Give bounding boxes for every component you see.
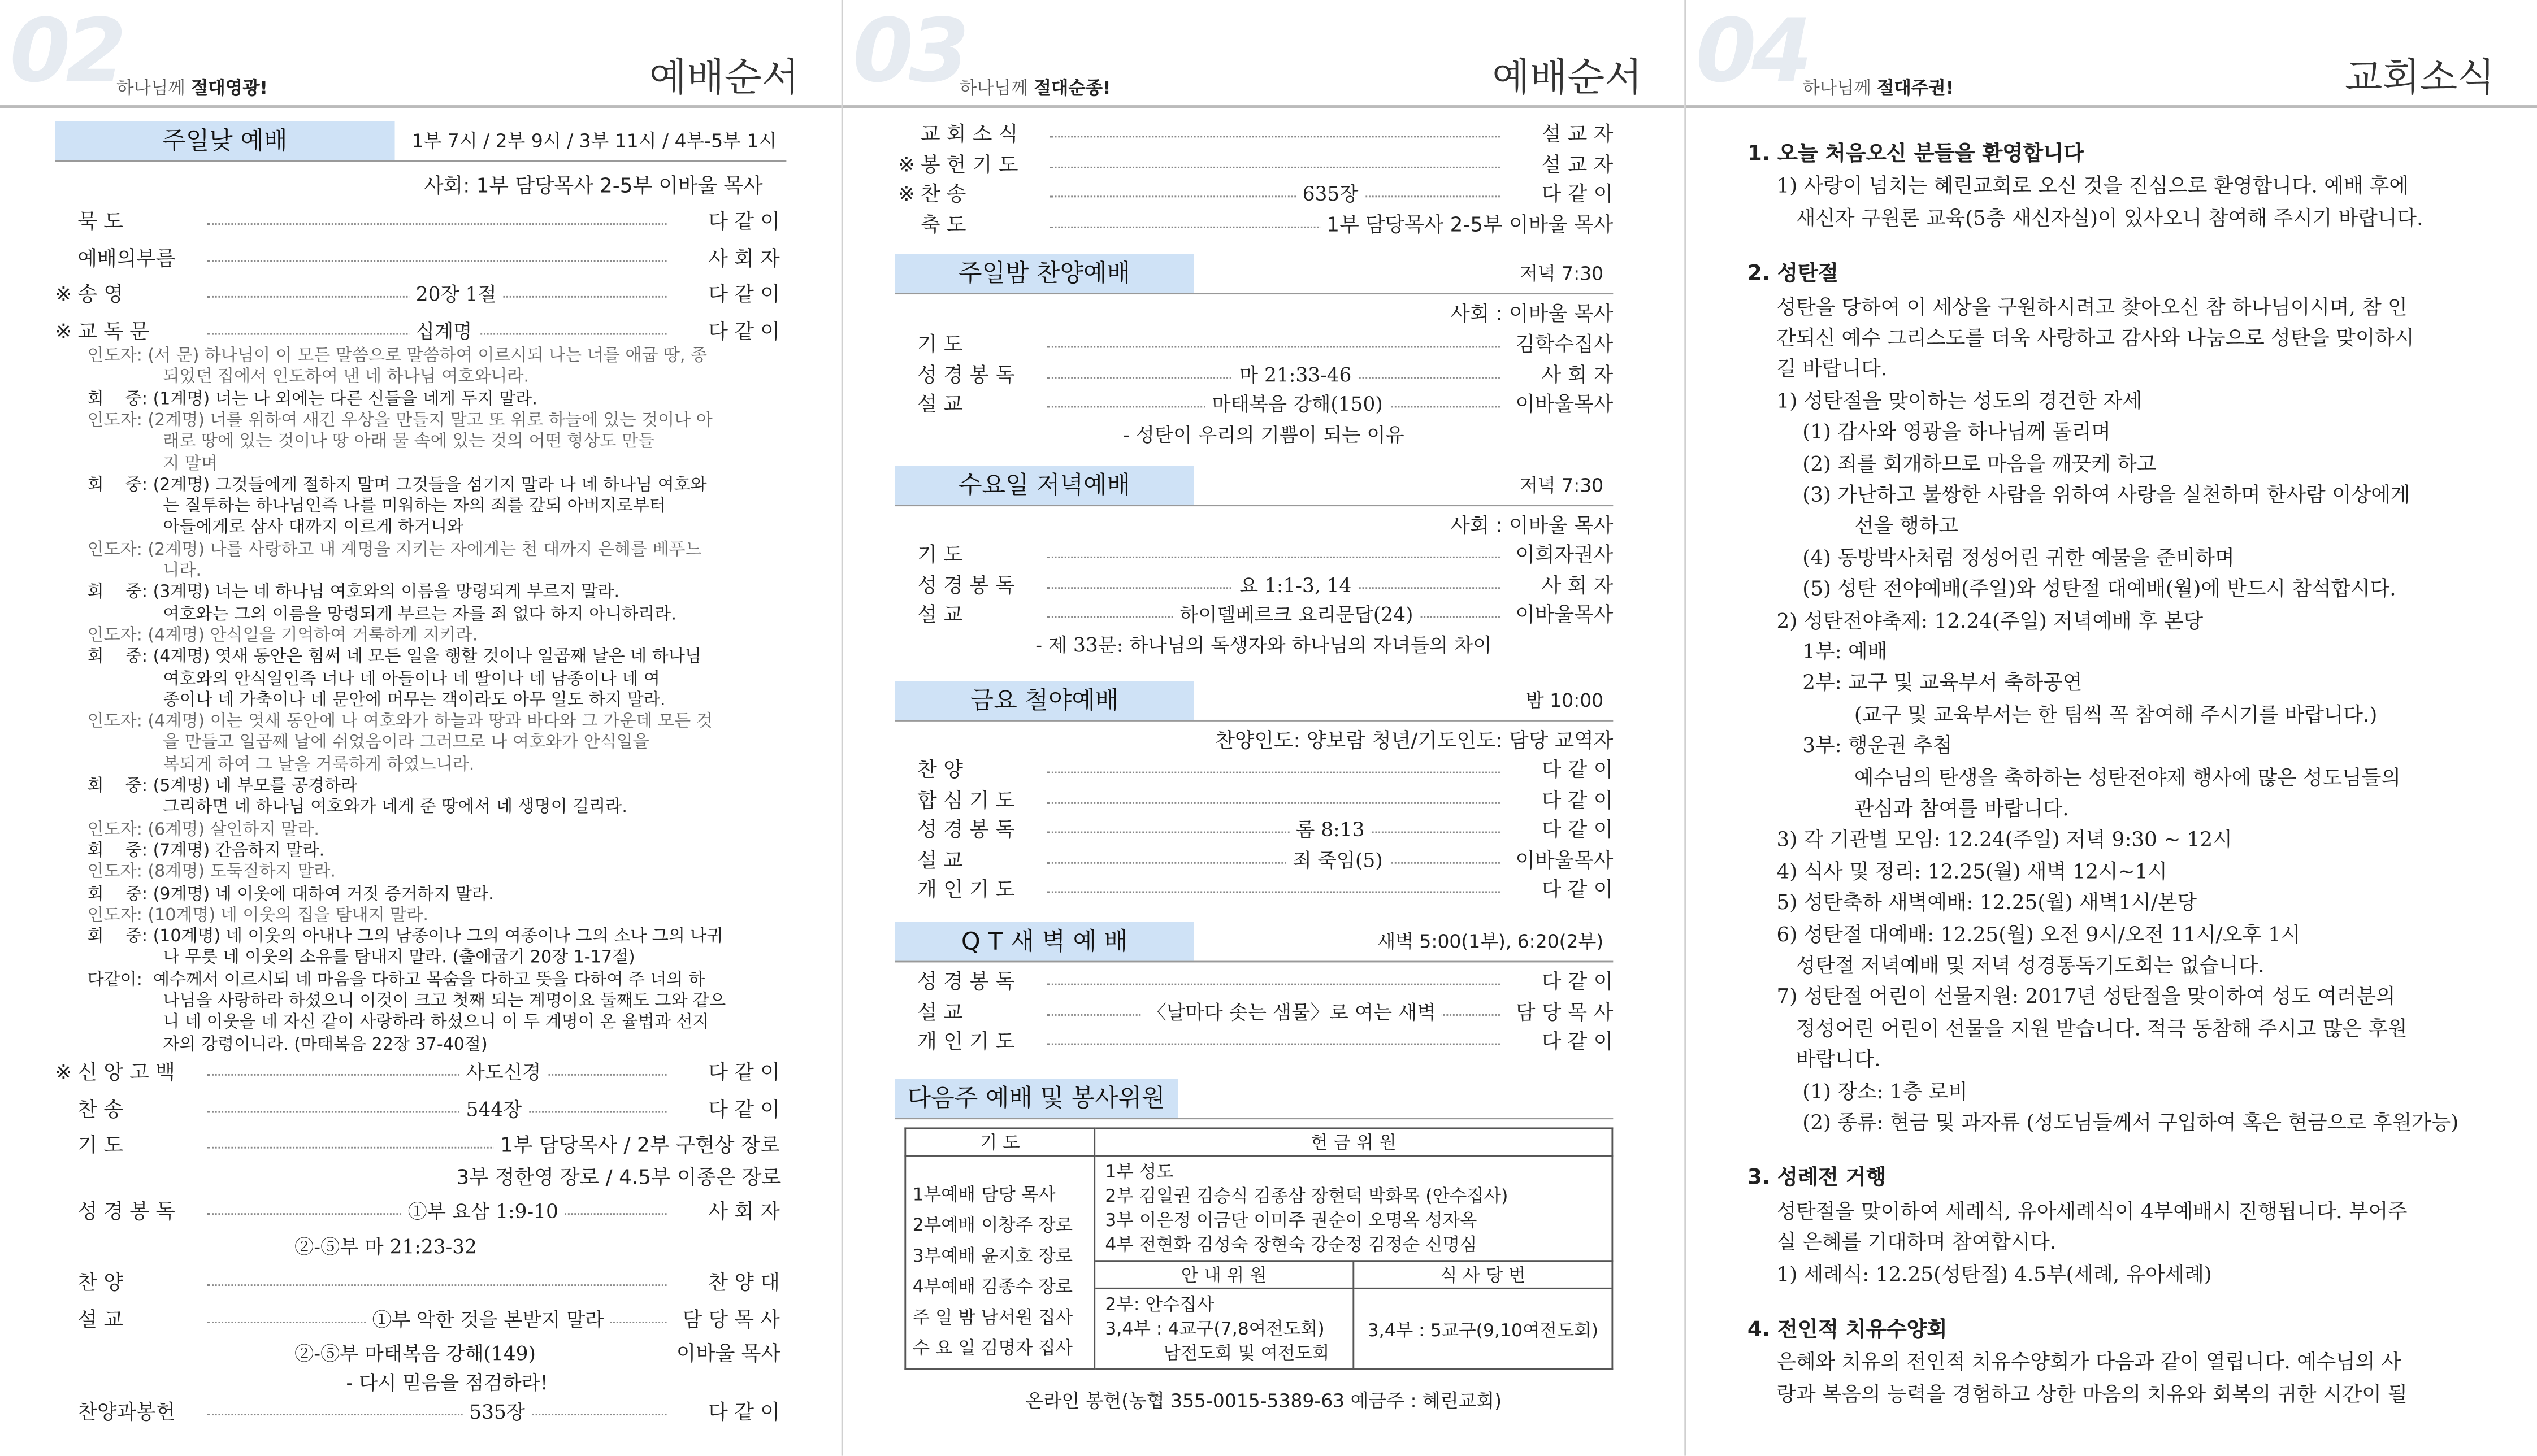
section-title: 주일밤 찬양예배 — [895, 254, 1194, 293]
order-row — [917, 600, 1613, 629]
text-line: 4) 식사 및 정리: 12.25(월) 새벽 12시~1시 — [1776, 858, 2167, 883]
order-leader: 설 교 자 — [1535, 120, 1613, 149]
prayer-assignment: 1부예배 담당 목사 — [912, 1184, 1056, 1205]
text-line: 인도자: (4계명) 이는 엿새 동안에 나 여호와가 하늘과 땅과 바다와 그 가운데 모든 것 — [87, 711, 713, 732]
table-header-offering: 헌 금 위 원 — [1095, 1128, 1612, 1156]
order-detail: ①부 악한 것을 본받지 말라 — [366, 1305, 610, 1334]
order-row — [77, 1268, 779, 1298]
text-line: 사회 : 이바울 목사 — [1450, 301, 1614, 325]
order-label: 합 심 기 도 — [917, 786, 1015, 811]
order-leader: 담 당 목 사 — [1509, 997, 1613, 1027]
order-row — [917, 785, 1613, 815]
order-detail: 635장 — [1296, 180, 1365, 209]
prayer-assignment: 4부예배 김종수 장로 — [912, 1276, 1073, 1298]
text-line: 그리하면 네 하나님 여호와가 네게 준 땅에서 네 생명이 길리라. — [87, 798, 627, 818]
order-leader: 1부 담당목사 2-5부 이바울 목사 — [1320, 210, 1613, 239]
text-line: 길 바랍니다. — [1776, 356, 1888, 381]
text-line: 회 중: (7계명) 간음하지 말라. — [87, 841, 325, 860]
text-line: 인도자: (8계명) 도둑질하지 말라. — [87, 862, 336, 882]
volunteer-table — [904, 1127, 1613, 1370]
text-line: 회 중: (2계명) 그것들에게 절하지 말며 그것들을 섬기지 말라 나 네 하나님 여호와 — [87, 475, 707, 495]
order-label: 설 교 — [917, 601, 963, 626]
order-label: 개 인 기 도 — [917, 876, 1015, 901]
order-label: 성 경 봉 독 — [917, 572, 1015, 596]
panel-page-02 — [0, 0, 842, 1456]
section-header — [895, 254, 1613, 293]
text-line: 새신자 구원론 교육(5층 새신자실)이 있사오니 참여해 주시기 바랍니다. — [1796, 205, 2423, 229]
panel-page-04 — [1686, 0, 2537, 1456]
text-line: 인도자: (4계명) 안식일을 기억하여 거룩하게 지키라. — [87, 625, 478, 645]
page-title: 교회소식 — [2345, 55, 2495, 101]
text-line: - 성탄이 우리의 기쁨이 되는 이유 — [1123, 423, 1404, 446]
text-line: 1) 성탄절을 맞이하는 성도의 경건한 자세 — [1776, 388, 2143, 412]
service-time: 밤 10:00 — [1525, 689, 1604, 712]
leader-dots — [1050, 136, 1500, 137]
text-line: 지 말며 — [87, 454, 218, 473]
leader-dots — [207, 1074, 666, 1076]
page-title: 예배순서 — [649, 55, 800, 101]
prayer-assignment: 수 요 일 김명자 집사 — [912, 1337, 1073, 1359]
page-header — [0, 0, 842, 107]
order-detail: 〈날마다 솟는 샘물〉로 여는 새벽 — [1140, 997, 1442, 1027]
order-leader: 이바울목사 — [1509, 600, 1613, 629]
order-label: 묵 도 — [77, 208, 123, 233]
text-line: 나 무릇 네 이웃의 소유를 탐내지 말라. (출애굽기 20장 1-17절) — [87, 948, 635, 968]
section-title: 금요 철야예배 — [895, 681, 1194, 720]
text-line: (5) 성탄 전야예배(주일)와 성탄절 대예배(월)에 반드시 참석합시다. — [1802, 576, 2396, 601]
required-mark: ※ — [897, 181, 915, 206]
order-row — [917, 360, 1613, 389]
order-label: 송 영 — [77, 281, 123, 306]
order-leader: 다 같 이 — [702, 316, 780, 346]
text-line: 여호와는 그의 이름을 망령되게 부르는 자를 죄 없다 하지 아니하리라. — [87, 604, 677, 624]
prayer-assignment: 주 일 밤 남서원 집사 — [912, 1307, 1073, 1328]
order-label: 설 교 — [917, 998, 963, 1023]
text-line: 온라인 봉헌(농협 355-0015-5389-63 예금주 : 혜린교회) — [1025, 1389, 1502, 1412]
order-row — [917, 845, 1613, 875]
order-label: 기 도 — [77, 1132, 123, 1157]
text-line: 1) 세례식: 12.25(성탄절) 4.5부(세례, 유아세례) — [1776, 1261, 2212, 1285]
order-row — [55, 280, 780, 309]
order-label: 기 도 — [917, 542, 963, 567]
order-label: 교 회 소 식 — [920, 121, 1018, 146]
text-line: 1. 오늘 처음오신 분들을 환영합니다 — [1747, 142, 2084, 167]
text-line: 간되신 예수 그리스도를 더욱 사랑하고 감사와 나눔으로 성탄을 맞이하시 — [1776, 325, 2414, 350]
section-header — [895, 922, 1613, 961]
order-row — [917, 540, 1613, 570]
order-row — [77, 1197, 779, 1227]
order-leader: 설 교 자 — [1535, 150, 1613, 179]
order-row — [897, 150, 1614, 179]
text-line: 2. 성탄절 — [1747, 262, 1838, 287]
order-label: 성 경 봉 독 — [917, 816, 1015, 841]
text-line: (1) 감사와 영광을 하나님께 돌리며 — [1802, 419, 2111, 444]
text-line: ②-⑤부 마태복음 강해(149) — [294, 1342, 536, 1366]
motto-emphasis: 절대주권! — [1877, 77, 1954, 99]
order-detail: 요 1:1-3, 14 — [1233, 570, 1358, 599]
text-line: (4) 동방박사처럼 정성어린 귀한 예물을 준비하며 — [1802, 545, 2235, 570]
text-line: 인도자: (2계명) 나를 사랑하고 내 계명을 지키는 자에게는 천 대까지 은혜를 베푸느 — [87, 540, 702, 559]
order-leader: 다 같 이 — [1535, 755, 1613, 785]
order-leader: 다 같 이 — [702, 1058, 780, 1087]
text-line: 선을 행하고 — [1854, 513, 1959, 538]
order-leader: 다 같 이 — [702, 1398, 780, 1427]
order-detail: 마태복음 강해(150) — [1205, 390, 1389, 419]
section-header — [895, 466, 1613, 505]
text-line: 사회: 1부 담당목사 2-5부 이바울 목사 — [424, 173, 763, 198]
text-line: 1부: 예배 — [1802, 638, 1888, 663]
leader-dots — [1047, 891, 1500, 893]
order-row — [917, 967, 1613, 997]
leader-dots — [1047, 802, 1500, 803]
leader-dots — [1047, 1044, 1500, 1045]
table-header-meal: 식 사 당 번 — [1354, 1262, 1612, 1288]
section-header — [895, 1079, 1613, 1118]
meal-cell: 3,4부 : 5교구(9,10여전도회) — [1354, 1288, 1612, 1368]
text-line: (2) 죄를 회개하므로 마음을 깨끗케 하고 — [1802, 450, 2157, 475]
order-label: 설 교 — [917, 391, 963, 416]
order-row — [55, 316, 780, 346]
order-label: 설 교 — [917, 846, 963, 871]
text-line: 는 질투하는 하나님인즉 나를 미워하는 자의 죄를 갚되 아버지로부터 — [87, 497, 666, 516]
order-leader: 다 같 이 — [1535, 815, 1613, 845]
order-leader: 담 당 목 사 — [676, 1305, 780, 1334]
text-line: 6) 성탄절 대예배: 12.25(월) 오전 9시/오전 11시/오후 1시 — [1776, 921, 2301, 946]
page-number: 04 — [1695, 0, 1808, 102]
text-line: 성탄을 당하여 이 세상을 구원하시려고 찾아오신 참 하나님이시며, 참 인 — [1776, 293, 2408, 318]
text-line: 3부 정한영 장로 / 4.5부 이종은 장로 — [456, 1164, 782, 1189]
order-leader: 이바울목사 — [1509, 845, 1613, 875]
page-motto — [116, 75, 268, 101]
text-line: 을 만들고 일곱째 날에 쉬었음이라 그러므로 나 여호와가 안식일을 — [87, 733, 649, 753]
text-line: 찬양인도: 양보람 청년/기도인도: 담당 교역자 — [1215, 728, 1614, 753]
text-line: - 제 33문: 하나님의 독생자와 하나님의 자녀들의 차이 — [1035, 633, 1492, 656]
page-number: 02 — [10, 0, 122, 102]
order-row — [77, 1094, 779, 1124]
section-title: Q T 새 벽 예 배 — [895, 922, 1194, 961]
panel-page-03 — [843, 0, 1685, 1456]
page-number: 03 — [852, 0, 965, 102]
order-detail: 마 21:33-46 — [1233, 360, 1358, 389]
text-line: 니 네 이웃을 네 자신 같이 사랑하라 하셨으니 이 두 계명이 온 율법과 선지 — [87, 1013, 709, 1033]
order-label: 찬양과봉헌 — [77, 1399, 176, 1424]
order-detail: 544장 — [459, 1094, 528, 1124]
text-line: (2) 종류: 현금 및 과자류 (성도님들께서 구입하여 혹은 현금으로 후원가능) — [1802, 1109, 2459, 1134]
prayer-assignment: 3부예배 윤지호 장로 — [912, 1245, 1073, 1267]
text-line: 2부: 교구 및 교육부서 축하공연 — [1802, 670, 2083, 695]
text-line: 7) 성탄절 어린이 선물지원: 2017년 성탄절을 맞이하여 성도 여러분의 — [1776, 984, 2396, 1009]
order-label: 성 경 봉 독 — [77, 1198, 175, 1223]
text-line: 인도자: (10계명) 네 이웃의 집을 탐내지 말라. — [87, 905, 428, 925]
order-label: 성 경 봉 독 — [917, 968, 1015, 993]
table-row — [905, 1156, 1612, 1261]
leader-dots — [207, 1110, 666, 1112]
motto-prefix: 하나님께 — [959, 77, 1034, 99]
text-line: 여호와의 안식일인즉 너나 네 아들이나 네 딸이나 네 남종이나 네 여 — [87, 668, 660, 689]
order-label: 개 인 기 도 — [917, 1028, 1015, 1053]
offering-group: 3부 이은정 이금단 이미주 권순이 오명옥 성자옥 — [1105, 1210, 1477, 1231]
required-mark: ※ — [55, 281, 72, 306]
order-row — [77, 207, 779, 236]
order-detail: ①부 요삼 1:9-10 — [401, 1197, 565, 1227]
leader-dots — [1047, 557, 1500, 558]
order-leader: 1부 담당목사 / 2부 구현상 장로 — [494, 1131, 780, 1160]
text-line: 다같이: 예수께서 이르시되 네 마음을 다하고 목숨을 다하고 뜻을 다하여 주 너의 하 — [87, 970, 705, 990]
order-leader: 김학수집사 — [1509, 330, 1613, 359]
order-label: 기 도 — [917, 331, 963, 356]
table-header-row — [905, 1128, 1612, 1156]
text-line: 관심과 참여를 바랍니다. — [1854, 796, 2069, 820]
ushers-cell — [1095, 1288, 1354, 1368]
order-detail: 롬 8:13 — [1290, 815, 1371, 845]
text-line: 성탄절 저녁예배 및 저녁 성경통독기도회는 없습니다. — [1796, 953, 2265, 977]
service-time: 새벽 5:00(1부), 6:20(2부) — [1377, 930, 1604, 953]
motto-prefix: 하나님께 — [1802, 77, 1877, 99]
order-row — [917, 330, 1613, 359]
order-row — [917, 390, 1613, 419]
header-rule — [0, 105, 842, 108]
order-row — [917, 997, 1613, 1027]
order-leader: 사 회 자 — [702, 1197, 780, 1227]
order-label: 찬 송 — [920, 181, 966, 206]
text-line: 3) 각 기관별 모임: 12.24(주일) 저녁 9:30 ~ 12시 — [1776, 827, 2232, 852]
leader-dots — [1047, 832, 1500, 833]
page-header — [1686, 0, 2537, 107]
order-leader: 다 같 이 — [702, 280, 780, 309]
order-label: 축 도 — [920, 211, 966, 236]
order-row — [55, 1058, 780, 1087]
order-label: 신 앙 고 백 — [77, 1059, 175, 1084]
leader-dots — [1047, 772, 1500, 773]
order-detail: 죄 죽임(5) — [1286, 845, 1389, 875]
motto-emphasis: 절대순종! — [1034, 77, 1111, 99]
order-leader: 사 회 자 — [702, 244, 780, 273]
order-leader: 이희자권사 — [1509, 540, 1613, 570]
leader-dots — [207, 1284, 666, 1286]
text-line: (3) 가난하고 불쌍한 사람을 위하여 사랑을 실천하며 한사람 이상에게 — [1802, 482, 2410, 507]
text-line: 1) 사랑이 넘치는 혜린교회로 오신 것을 진심으로 환영합니다. 예배 후에 — [1776, 173, 2409, 198]
order-label: 찬 양 — [77, 1270, 123, 1294]
order-label: 설 교 — [77, 1306, 123, 1331]
offering-group: 4부 전현화 김성숙 장현숙 강순정 김정순 신명심 — [1105, 1234, 1477, 1255]
text-line: 인도자: (2계명) 너를 위하여 새긴 우상을 만들지 말고 또 위로 하늘에 있는 것이나 아 — [87, 410, 713, 431]
order-label: 예배의부름 — [77, 245, 176, 270]
usher-line: 2부: 안수집사 — [1105, 1294, 1215, 1315]
section-title: 주일낮 예배 — [55, 121, 394, 160]
inner-row — [1095, 1288, 1611, 1368]
leader-dots — [207, 1414, 666, 1415]
section-title: 수요일 저녁예배 — [895, 466, 1194, 505]
order-leader: 다 같 이 — [1535, 180, 1613, 209]
text-line: 나님을 사랑하라 하셨으니 이것이 크고 첫째 되는 계명이요 둘째도 그와 같으 — [87, 991, 726, 1011]
order-label: 찬 송 — [77, 1096, 123, 1120]
inner-table — [1095, 1262, 1611, 1368]
order-row — [77, 244, 779, 273]
order-row — [77, 1305, 779, 1334]
service-time: 저녁 7:30 — [1520, 262, 1604, 285]
motto-emphasis: 절대영광! — [190, 77, 268, 99]
order-leader: 다 같 이 — [702, 207, 780, 236]
text-line: 이바울 목사 — [676, 1341, 780, 1366]
page-motto — [1802, 75, 1954, 101]
leader-dots — [1050, 166, 1500, 167]
text-line: 성탄절을 맞이하여 세례식, 유아세례식이 4부예배시 진행됩니다. 부어주 — [1776, 1198, 2408, 1223]
usher-line: 남전도회 및 여전도회 — [1163, 1342, 1330, 1364]
section-title: 다음주 예배 및 봉사위원 — [895, 1079, 1178, 1118]
text-line: 회 중: (4계명) 엿새 동안은 힘써 네 모든 일을 행할 것이나 일곱째 날은 네 하나님 — [87, 647, 701, 667]
text-line: 랑과 복음의 능력을 경험하고 상한 마음의 치유와 회복의 귀한 시간이 될 — [1776, 1381, 2408, 1406]
order-leader: 사 회 자 — [1535, 360, 1613, 389]
order-label: 봉 헌 기 도 — [920, 151, 1018, 176]
text-line: (1) 장소: 1층 로비 — [1802, 1078, 1968, 1103]
order-row — [921, 210, 1613, 239]
text-line: 5) 성탄축하 새벽예배: 12.25(월) 새벽1시/본당 — [1776, 890, 2197, 915]
text-line: 인도자: (서 문) 하나님이 이 모든 말씀으로 말씀하여 이르시되 나는 너를 애굽 땅, 종 — [87, 346, 708, 366]
leader-dots — [1050, 195, 1500, 197]
text-line: 4. 전인적 치유수양회 — [1747, 1318, 1948, 1343]
offering-cell — [1095, 1156, 1612, 1261]
service-time: 1부 7시 / 2부 9시 / 3부 11시 / 4부-5부 1시 — [411, 129, 777, 153]
order-row — [77, 1398, 779, 1427]
text-line: 실 은혜를 기대하며 참여합시다. — [1776, 1229, 2057, 1254]
order-row — [921, 120, 1613, 149]
motto-prefix: 하나님께 — [116, 77, 191, 99]
table-header-prayer: 기 도 — [905, 1128, 1095, 1156]
order-detail: 535장 — [463, 1398, 532, 1427]
offering-group: 2부 김일권 김승식 김종삼 장현덕 박화목 (안수집사) — [1105, 1185, 1508, 1207]
header-rule — [843, 105, 1685, 108]
text-line: 자의 강령이니라. (마태복음 22장 37-40절) — [87, 1035, 488, 1054]
order-leader: 사 회 자 — [1535, 570, 1613, 599]
inner-cell — [1095, 1261, 1612, 1370]
order-leader: 다 같 이 — [1535, 785, 1613, 815]
order-leader: 이바울목사 — [1509, 390, 1613, 419]
text-line: 회 중: (10계명) 네 이웃의 아내나 그의 남종이나 그의 여종이나 그의 소나 그의 나귀 — [87, 927, 723, 947]
text-line: 회 중: (5계명) 네 부모를 공경하라 — [87, 776, 358, 796]
order-leader: 다 같 이 — [1535, 875, 1613, 905]
service-time: 저녁 7:30 — [1520, 473, 1604, 497]
text-line: 인도자: (6계명) 살인하지 말라. — [87, 819, 319, 839]
text-line: 되었던 집에서 인도하여 낸 네 하나님 여호와니라. — [87, 367, 530, 388]
table-header-ushers: 안 내 위 원 — [1095, 1262, 1354, 1288]
section-header — [895, 681, 1613, 720]
text-line: 회 중: (3계명) 너는 네 하나님 여호와의 이름을 망령되게 부르지 말라. — [87, 583, 620, 602]
order-row — [917, 570, 1613, 599]
text-line: ②-⑤부 마 21:23-32 — [294, 1236, 477, 1259]
required-mark: ※ — [897, 151, 915, 176]
text-line: (교구 및 교육부서는 한 팀씩 꼭 참여해 주시기를 바랍니다.) — [1854, 701, 2378, 726]
order-detail: 십계명 — [409, 316, 478, 346]
order-detail: 하이델베르크 요리문답(24) — [1173, 600, 1420, 629]
prayer-assignment: 2부예배 이창주 장로 — [912, 1215, 1073, 1236]
leader-dots — [207, 259, 666, 261]
order-row — [917, 815, 1613, 845]
text-line: - 다시 믿음을 점검하라! — [346, 1371, 548, 1394]
order-label: 교 독 문 — [77, 318, 149, 342]
text-line: 종이나 네 가축이나 네 문안에 머무는 객이라도 아무 일도 하지 말라. — [87, 690, 666, 710]
page-motto — [960, 75, 1111, 101]
order-leader: 찬 양 대 — [702, 1268, 780, 1298]
order-row — [917, 875, 1613, 905]
required-mark: ※ — [55, 318, 72, 342]
order-row — [917, 1027, 1613, 1057]
text-line: 바랍니다. — [1796, 1046, 1881, 1071]
page-title: 예배순서 — [1492, 55, 1642, 101]
order-detail: 20장 1절 — [409, 280, 503, 309]
leader-dots — [1047, 984, 1500, 985]
order-label: 성 경 봉 독 — [917, 361, 1015, 386]
order-row — [77, 1131, 779, 1160]
text-line: 3. 성례전 거행 — [1747, 1167, 1887, 1192]
inner-header-row — [1095, 1262, 1611, 1288]
text-line: 사회 : 이바울 목사 — [1450, 512, 1614, 537]
section-header — [55, 121, 786, 160]
text-line: 2) 성탄전야축제: 12.24(주일) 저녁예배 후 본당 — [1776, 607, 2204, 632]
order-leader: 다 같 이 — [702, 1094, 780, 1124]
text-line: 3부: 행운권 추첨 — [1802, 733, 1953, 758]
text-line: 정성어린 어린이 선물을 지원 받습니다. 적극 동참해 주시고 많은 후원 — [1796, 1015, 2408, 1040]
order-row — [917, 755, 1613, 785]
leader-dots — [1047, 861, 1500, 863]
offering-group: 1부 성도 — [1105, 1161, 1174, 1183]
text-line: 예수님의 탄생을 축하하는 성탄전야제 행사에 많은 성도님들의 — [1854, 764, 2401, 789]
text-line: 복되게 하여 그 날을 거룩하게 하였느니라. — [87, 755, 475, 775]
text-line: 아들에게로 삼사 대까지 이르게 하거니와 — [87, 518, 464, 538]
leader-dots — [1047, 346, 1500, 348]
order-detail: 사도신경 — [459, 1058, 548, 1087]
header-rule — [1686, 105, 2537, 108]
order-leader: 다 같 이 — [1535, 967, 1613, 997]
leader-dots — [207, 223, 666, 225]
order-row — [897, 180, 1614, 209]
text-line: 회 중: (1계명) 너는 나 외에는 다른 신들을 네게 두지 말라. — [87, 389, 537, 409]
text-line: 회 중: (9계명) 네 이웃에 대하여 거짓 증거하지 말라. — [87, 884, 494, 903]
text-line: 니라. — [87, 561, 202, 581]
prayer-cell — [905, 1156, 1095, 1370]
order-leader: 다 같 이 — [1535, 1027, 1613, 1057]
required-mark: ※ — [55, 1059, 72, 1084]
order-label: 찬 양 — [917, 757, 963, 781]
page-header — [843, 0, 1685, 107]
usher-line: 3,4부 : 4교구(7,8여전도회) — [1105, 1318, 1325, 1340]
text-line: 래로 땅에 있는 것이나 땅 아래 물 속에 있는 것의 어떤 형상도 만들 — [87, 432, 655, 452]
text-line: 은혜와 치유의 전인적 치유수양회가 다음과 같이 열립니다. 예수님의 사 — [1776, 1349, 2401, 1374]
